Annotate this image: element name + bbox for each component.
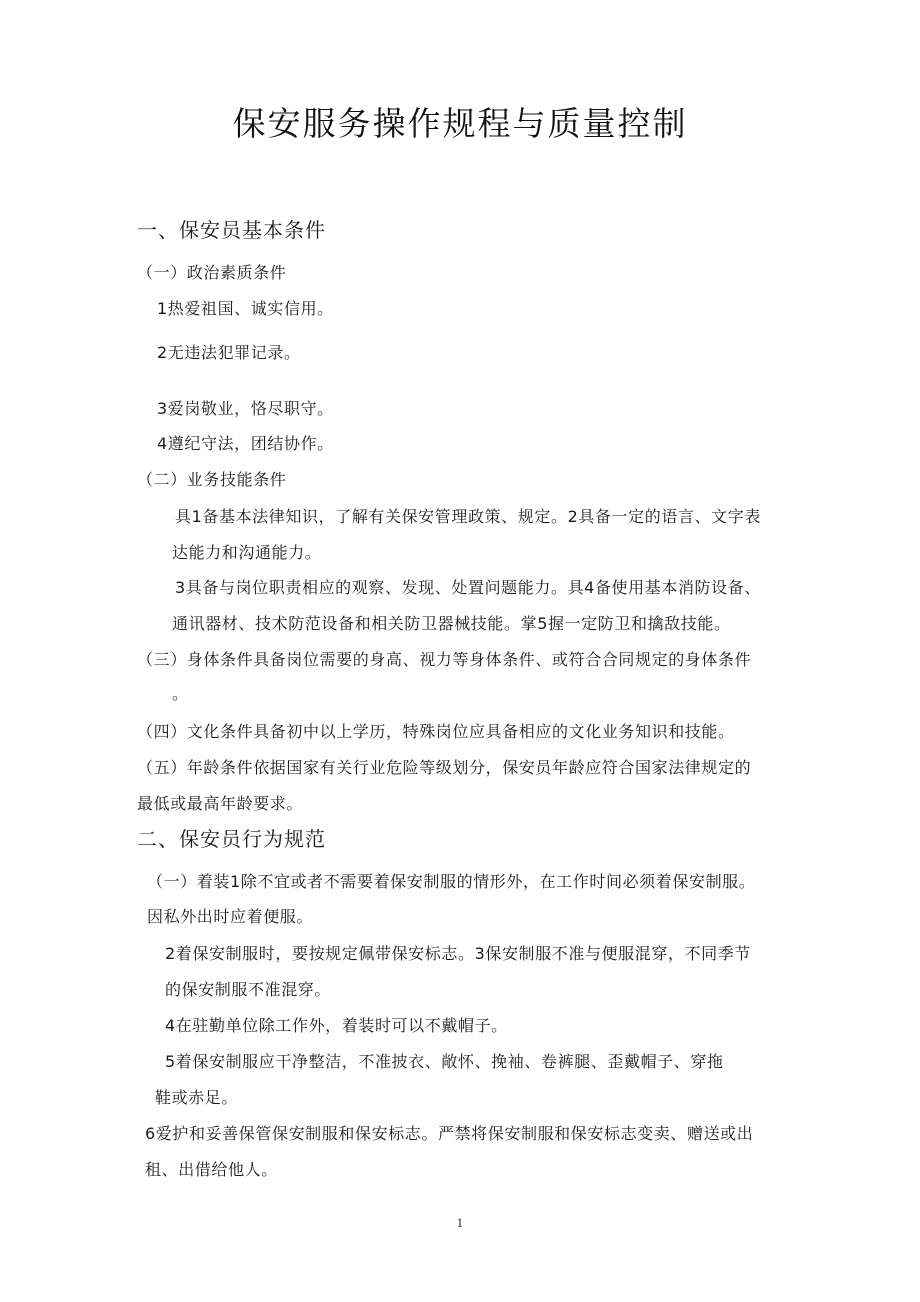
page-number: 1 — [456, 1217, 464, 1230]
paragraph-line: 6爱护和妥善保管保安制服和保安标志。严禁将保安制服和保安标志变卖、赠送或出 — [145, 1124, 754, 1143]
paragraph-line: 具1备基本法律知识，了解有关保安管理政策、规定。2具备一定的语言、文字表 — [175, 507, 761, 526]
subsection-heading: （二）业务技能条件 — [137, 470, 287, 489]
list-item: 1热爱祖国、诚实信用。 — [157, 299, 334, 318]
paragraph-line: 达能力和沟通能力。 — [172, 543, 322, 562]
document-title: 保安服务操作规程与质量控制 — [232, 104, 688, 143]
paragraph-line: 鞋或赤足。 — [155, 1088, 239, 1107]
paragraph-line: 5着保安制服应干净整洁，不准披衣、敞怀、挽袖、卷裤腿、歪戴帽子、穿拖 — [165, 1052, 724, 1071]
paragraph-line: 通讯器材、技术防范设备和相关防卫器械技能。掌5握一定防卫和擒敌技能。 — [172, 614, 731, 633]
paragraph-line: 因私外出时应着便服。 — [147, 907, 314, 926]
section-heading: 二、保安员行为规范 — [137, 827, 326, 851]
paragraph-line: 租、出借给他人。 — [145, 1160, 278, 1179]
section-heading: 一、保安员基本条件 — [137, 218, 326, 242]
subsection-heading: （一）政治素质条件 — [137, 263, 287, 282]
paragraph-line: （五）年龄条件依据国家有关行业危险等级划分，保安员年龄应符合国家法律规定的 — [137, 758, 752, 777]
paragraph-line: 2着保安制服时，要按规定佩带保安标志。3保安制服不准与便服混穿，不同季节 — [165, 944, 751, 963]
list-item: 4遵纪守法，团结协作。 — [157, 434, 334, 453]
paragraph-line: 。 — [172, 684, 189, 703]
paragraph-line: 的保安制服不准混穿。 — [165, 980, 332, 999]
list-item: 3爱岗敬业，恪尽职守。 — [157, 399, 334, 418]
paragraph-line: （四）文化条件具备初中以上学历，特殊岗位应具备相应的文化业务知识和技能。 — [137, 722, 735, 741]
list-item: 2无违法犯罪记录。 — [157, 343, 301, 362]
paragraph-line: 3具备与岗位职责相应的观察、发现、处置问题能力。具4备使用基本消防设备、 — [175, 578, 761, 597]
paragraph-line: 最低或最高年龄要求。 — [137, 794, 304, 813]
paragraph-line: （三）身体条件具备岗位需要的身高、视力等身体条件、或符合合同规定的身体条件 — [137, 650, 752, 669]
paragraph-line: 4在驻勤单位除工作外，着装时可以不戴帽子。 — [165, 1016, 508, 1035]
paragraph-line: （一）着装1除不宜或者不需要着保安制服的情形外，在工作时间必须着保安制服。 — [147, 872, 756, 891]
